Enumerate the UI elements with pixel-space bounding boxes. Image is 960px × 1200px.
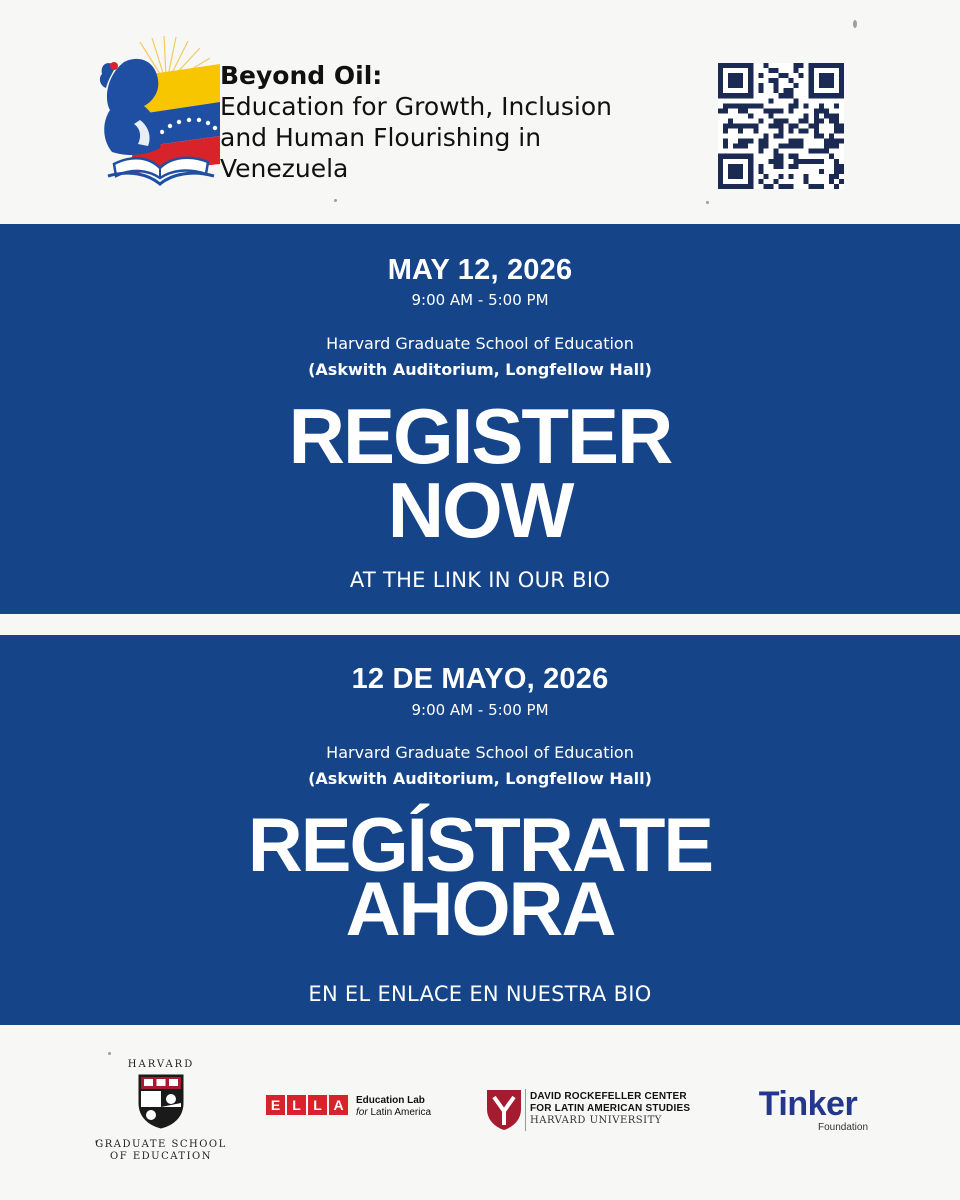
register-now-heading [0,392,960,554]
qr-module [839,123,844,128]
qr-module [733,103,738,108]
qr-module [723,108,728,113]
qr-module [794,144,799,149]
qr-module [834,118,839,123]
qr-module [743,123,748,128]
qr-module [738,144,743,149]
qr-module [778,134,783,139]
qr-module [768,184,773,189]
qr-module [834,103,839,108]
qr-module [748,113,753,118]
link-in-bio-text: EN EL ENLACE EN NUESTRA BIO [308,982,652,1006]
qr-module [723,103,728,108]
event-time: 9:00 AM - 5:00 PM [411,291,549,309]
qr-module [758,88,763,93]
qr-module [794,154,799,159]
qr-module [778,154,783,159]
qr-module [824,108,829,113]
qr-module [748,123,753,128]
qr-module [829,134,834,139]
qr-module [799,63,804,68]
qr-module [819,159,824,164]
qr-module [718,108,723,113]
qr-module [758,118,763,123]
qr-module [829,154,834,159]
qr-module [804,179,809,184]
qr-module [794,83,799,88]
qr-module [773,159,778,164]
tinker-sub: Foundation [817,1122,869,1133]
qr-module [814,108,819,113]
qr-module [839,164,844,169]
qr-module [799,73,804,78]
qr-module [728,118,733,123]
hgse-bottom-text: OF EDUCATION [110,1151,212,1162]
hgse-bottom-text: GRADUATE SCHOOL [95,1139,227,1150]
event-hall: (Askwith Auditorium, Longfellow Hall) [308,360,652,379]
event-venue: Harvard Graduate School of Education [326,334,634,353]
qr-module [728,73,743,88]
qr-module [773,68,778,73]
qr-module [824,139,829,144]
qr-module [743,108,748,113]
harvard-shield-icon [137,1073,185,1129]
qr-module [839,139,844,144]
qr-module [794,63,799,68]
qr-module [723,123,728,128]
event-title-bold: Beyond Oil: [220,61,383,90]
qr-module [794,98,799,103]
qr-module [789,144,794,149]
qr-module [789,174,794,179]
qr-module [804,174,809,179]
qr-module [834,164,839,169]
ella-line2-for: for [356,1107,368,1118]
qr-module [763,139,768,144]
qr-module [839,169,844,174]
qr-module [773,78,778,83]
qr-module [768,108,773,113]
qr-module [839,129,844,134]
qr-module [824,149,829,154]
qr-module [773,83,778,88]
qr-module [763,184,768,189]
qr-module [834,174,839,179]
qr-module [758,83,763,88]
qr-module [819,169,824,174]
qr-module [773,88,778,93]
qr-module [794,139,799,144]
qr-module [748,139,753,144]
qr-module [789,88,794,93]
ella-letter: A [329,1095,348,1115]
qr-module [789,164,794,169]
qr-module [789,108,794,113]
qr-module [794,103,799,108]
qr-module [758,103,763,108]
drclas-text [530,1091,690,1127]
qr-module [768,98,773,103]
qr-module [778,93,783,98]
qr-module [834,184,839,189]
qr-module [728,103,733,108]
qr-module [799,118,804,123]
qr-module [804,113,809,118]
qr-module [784,93,789,98]
event-venue: Harvard Graduate School of Education [326,743,634,762]
qr-module [809,123,814,128]
qr-module [799,144,804,149]
qr-module [819,103,824,108]
tinker-logo [738,1085,878,1141]
qr-module [819,118,824,123]
qr-code-icon[interactable] [718,63,844,189]
qr-module [768,78,773,83]
qr-module [778,184,783,189]
qr-module [773,164,778,169]
qr-module [773,154,778,159]
qr-module [839,179,844,184]
qr-module [814,113,819,118]
qr-module [753,103,758,108]
ella-text [356,1095,431,1119]
qr-module [758,73,763,78]
qr-module [804,129,809,134]
qr-module [784,184,789,189]
qr-module [804,103,809,108]
qr-module [789,154,794,159]
qr-module [819,134,824,139]
qr-module [743,139,748,144]
qr-module [834,139,839,144]
qr-module [789,123,794,128]
qr-module [834,159,839,164]
qr-module [738,129,743,134]
drclas-line3: HARVARD UNIVERSITY [530,1115,662,1126]
qr-module [819,149,824,154]
qr-module [778,144,783,149]
drclas-logo [486,1089,716,1133]
qr-module [778,164,783,169]
qr-module [804,159,809,164]
qr-module [753,129,758,134]
cta-line: REGÍSTRATE [247,803,713,888]
qr-module [778,129,783,134]
ella-logo [266,1095,456,1125]
qr-module [758,169,763,174]
qr-module [778,73,783,78]
qr-module [819,73,834,88]
qr-module [789,139,794,144]
qr-module [819,184,824,189]
qr-module [728,164,743,179]
qr-module [809,159,814,164]
qr-module [753,123,758,128]
qr-module [804,118,809,123]
hgse-logo [86,1059,236,1189]
event-title-line: Education for Growth, Inclusion [220,92,612,121]
qr-module [778,159,783,164]
qr-module [829,174,834,179]
ella-letter: E [266,1095,285,1115]
qr-module [784,73,789,78]
qr-module [814,129,819,134]
qr-module [794,159,799,164]
qr-module [789,78,794,83]
qr-module [819,108,824,113]
qr-module [814,123,819,128]
qr-module [773,179,778,184]
qr-module [738,123,743,128]
qr-module [834,169,839,174]
qr-module [748,103,753,108]
qr-module [789,93,794,98]
event-hall: (Askwith Auditorium, Longfellow Hall) [308,769,652,788]
qr-module [789,184,794,189]
qr-module [829,179,834,184]
ella-letter: L [308,1095,327,1115]
qr-module [824,113,829,118]
qr-module [809,149,814,154]
qr-module [794,164,799,169]
qr-module [763,174,768,179]
qr-module [758,144,763,149]
drclas-line2: FOR LATIN AMERICAN STUDIES [530,1103,691,1114]
qr-module [723,144,728,149]
qr-module [758,179,763,184]
qr-module [768,68,773,73]
qr-module [814,159,819,164]
qr-module [768,123,773,128]
qr-module [733,123,738,128]
qr-module [829,113,834,118]
cta-line: NOW [387,466,573,554]
qr-module [824,144,829,149]
event-title [220,61,700,184]
qr-module [799,139,804,144]
ella-line2-rest: Latin America [370,1107,432,1118]
qr-module [728,123,733,128]
qr-module [834,144,839,149]
qr-module [784,144,789,149]
qr-module [794,123,799,128]
qr-module [829,139,834,144]
qr-module [784,88,789,93]
qr-module [768,159,773,164]
qr-module [763,134,768,139]
qr-module [773,108,778,113]
qr-module [814,134,819,139]
sponsor-logos [0,1025,960,1200]
qr-module [834,113,839,118]
spanish-registration-panel [0,635,960,1025]
hgse-top-text: HARVARD [127,1059,195,1070]
qr-module [738,103,743,108]
qr-module [723,139,728,144]
qr-module [834,129,839,134]
link-in-bio-text: AT THE LINK IN OUR BIO [349,568,611,592]
cta-line: AHORA [345,867,615,952]
event-date: MAY 12, 2026 [387,254,573,286]
qr-module [778,174,783,179]
event-date: 12 DE MAYO, 2026 [351,663,609,695]
qr-module [789,129,794,134]
qr-module [814,118,819,123]
qr-module [814,149,819,154]
qr-module [799,129,804,134]
qr-module [814,184,819,189]
qr-module [723,129,728,134]
qr-module [784,118,789,123]
qr-module [773,123,778,128]
qr-module [794,68,799,73]
qr-module [763,108,768,113]
event-time: 9:00 AM - 5:00 PM [411,701,549,719]
qr-module [768,113,773,118]
qr-module [834,123,839,128]
child-reading-book-logo-icon [94,36,220,188]
tinker-name: Tinker [758,1085,858,1123]
ella-line1: Education Lab [356,1095,425,1106]
qr-module [778,123,783,128]
qr-module [738,108,743,113]
drclas-divider [525,1089,526,1131]
qr-module [778,118,783,123]
qr-module [778,108,783,113]
qr-module [763,63,768,68]
qr-module [789,103,794,108]
qr-module [809,184,814,189]
drclas-line1: DAVID ROCKEFELLER CENTER [530,1091,687,1102]
qr-module [773,134,778,139]
qr-module [733,144,738,149]
qr-module [743,144,748,149]
qr-module [738,139,743,144]
event-title-line: Venezuela [220,154,349,183]
qr-module [758,139,763,144]
qr-module [773,149,778,154]
event-header [0,0,960,224]
english-registration-panel [0,224,960,614]
qr-module [799,159,804,164]
qr-module [743,103,748,108]
qr-module [763,144,768,149]
qr-module [829,144,834,149]
qr-module [758,164,763,169]
ella-letter: L [287,1095,306,1115]
cta-line: REGISTER [288,392,672,480]
qr-module [773,118,778,123]
registrate-ahora-heading [0,803,960,952]
drclas-shield-icon [486,1089,522,1131]
event-title-line: and Human Flourishing in [220,123,542,152]
qr-module [829,118,834,123]
qr-module [758,149,763,154]
